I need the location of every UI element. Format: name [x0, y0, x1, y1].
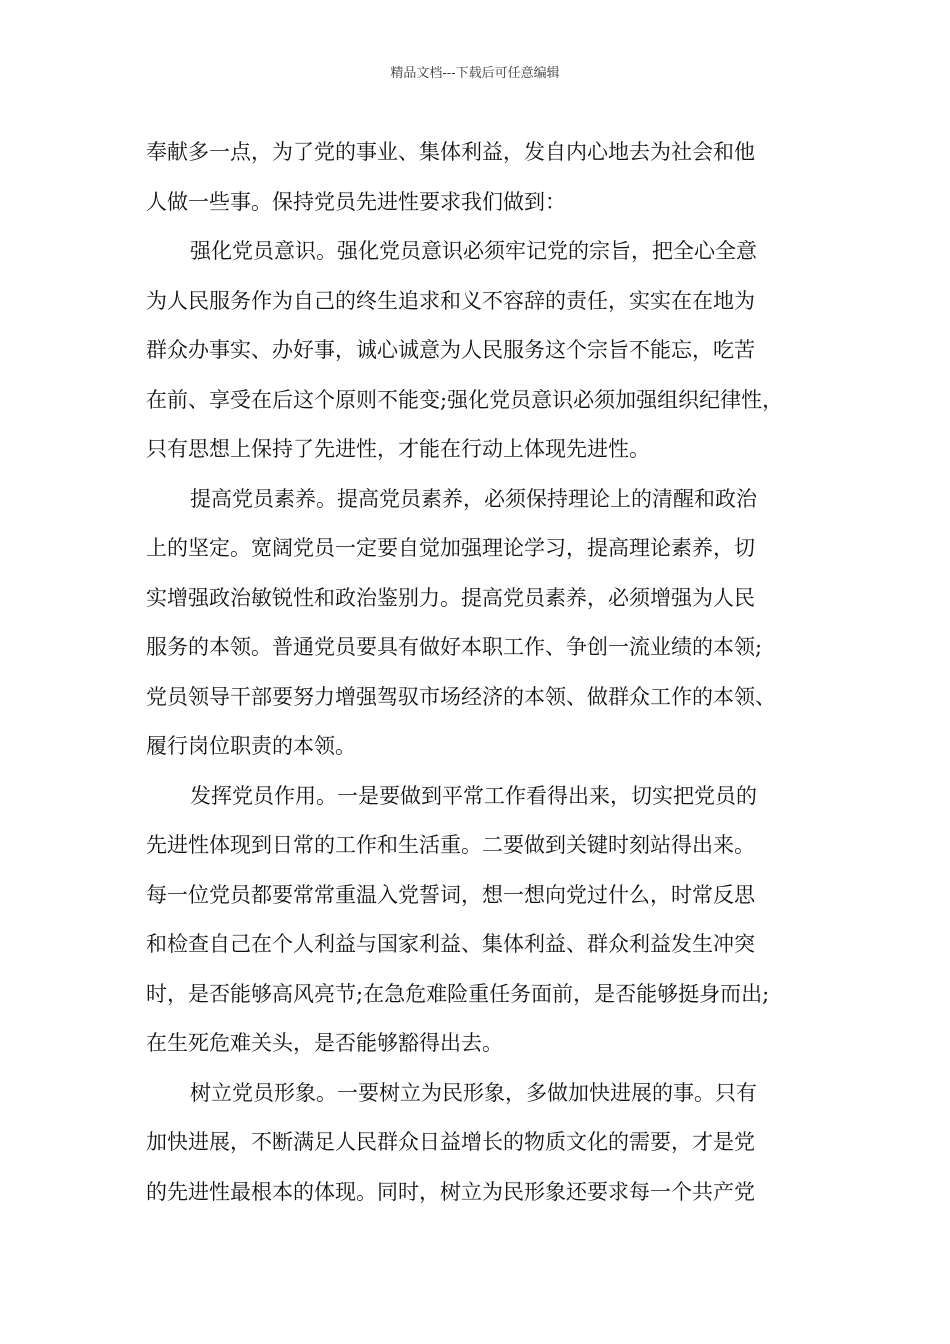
text-line: 上的坚定。宽阔党员一定要自觉加强理论学习，提高理论素养，切 [146, 536, 755, 560]
text-line: 奉献多一点，为了党的事业、集体利益，发自内心地去为社会和他 [146, 140, 755, 164]
text-line: 服务的本领。普通党员要具有做好本职工作、争创一流业绩的本领; [146, 635, 763, 659]
page-header: 精品文档---下载后可任意编辑 [390, 66, 560, 81]
text-line: 实增强政治敏锐性和政治鉴别力。提高党员素养，必须增强为人民 [146, 585, 755, 610]
text-line: 每一位党员都要常常重温入党誓词，想一想向党过什么，时常反思 [146, 882, 755, 907]
text-line: 在前、享受在后这个原则不能变;强化党员意识必须加强组织纪律性， [146, 387, 784, 412]
text-line: 提高党员素养。提高党员素养，必须保持理论上的清醒和政治 [190, 486, 757, 511]
text-line: 在生死危难关头，是否能够豁得出去。 [146, 1031, 503, 1055]
text-line: 加快进展，不断满足人民群众日益增长的物质文化的需要，才是党 [146, 1130, 755, 1154]
text-line: 群众办事实、办好事，诚心诚意为人民服务这个宗旨不能忘，吃苦 [146, 338, 755, 362]
text-line: 履行岗位职责的本领。 [146, 734, 356, 758]
text-line: 和检查自己在个人利益与国家利益、集体利益、群众利益发生冲突 [146, 932, 755, 956]
text-line: 为人民服务作为自己的终生追求和义不容辞的责任，实实在在地为 [146, 288, 755, 313]
text-line: 的先进性最根本的体现。同时，树立为民形象还要求每一个共产党 [146, 1179, 755, 1204]
text-line: 发挥党员作用。一是要做到平常工作看得出来，切实把党员的 [190, 783, 757, 808]
document-body [146, 128, 826, 1217]
text-line: 先进性体现到日常的工作和生活重。二要做到关键时刻站得出来。 [146, 833, 755, 857]
text-line: 党员领导干部要努力增强驾驭市场经济的本领、做群众工作的本领、 [146, 684, 776, 709]
text-line: 人做一些事。保持党员先进性要求我们做到： [146, 189, 566, 214]
text-line: 强化党员意识。强化党员意识必须牢记党的宗旨，把全心全意 [190, 239, 757, 263]
text-line: 时，是否能够高风亮节;在急危难险重任务面前，是否能够挺身而出; [146, 981, 770, 1006]
text-line: 树立党员形象。一要树立为民形象，多做加快进展的事。只有 [190, 1080, 757, 1105]
text-line: 只有思想上保持了先进性，才能在行动上体现先进性。 [146, 437, 650, 461]
